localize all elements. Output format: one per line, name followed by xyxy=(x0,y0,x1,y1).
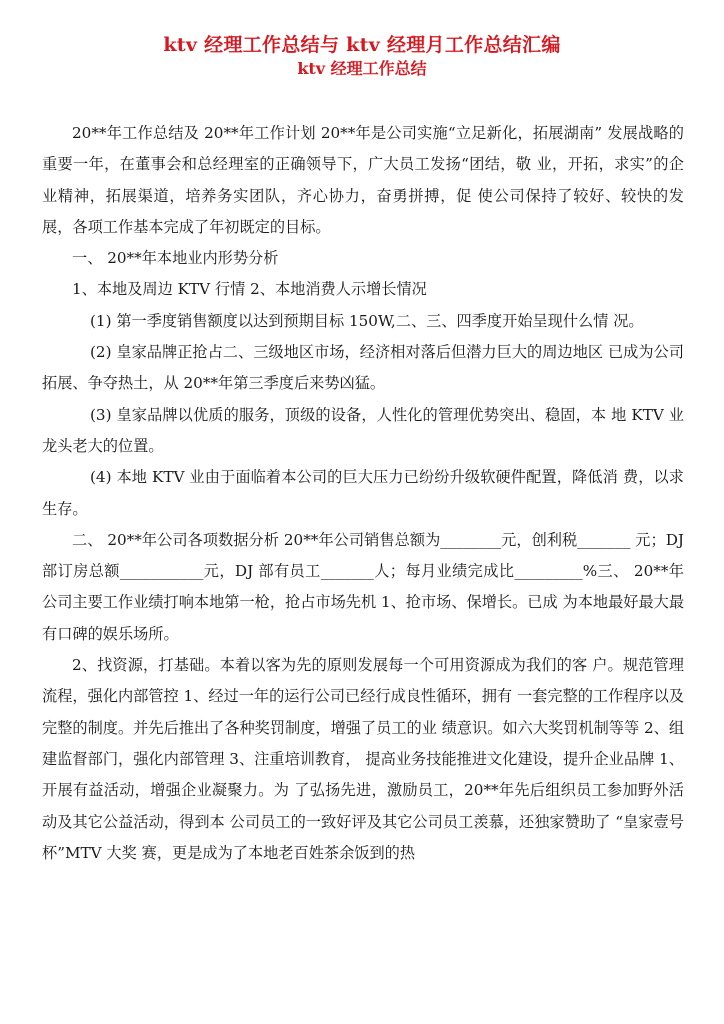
paragraph-resources: 2、找资源，打基础。本着以客为先的原则发展每一个可用资源成为我们的客 户。规范管理流程，强化内部管控 1、经过一年的运行公司已经行成良性循环，拥有 一套完整的工作程序以及完整的制度。并先后推出了各种奖罚制度，增强了员工的业 绩意识。如六大奖罚机制等等 2、组建监督部门，强化内部管理 3、注重培训教育， 提高业务技能推进文化建设，提升企业品牌 1、开展有益活动，增强企业凝聚力。为 了弘扬先进，激励员工，20**年先后组织员工参加野外活动及其它公益活动，得到本 公司员工的一致好评及其它公司员工羡慕，还独家赞助了 “皇家壹号杯”MTV 大奖 赛，更是成为了本地老百姓茶余饭到的热 xyxy=(42,656,685,862)
paragraph-intro: 20**年工作总结及 20**年工作计划 20**年是公司实施“立足新化，拓展湖南” 发展战略的重要一年，在董事会和总经理室的正确领导下，广大员工发扬“团结，敬 业，开拓，求实”的企业精神，拓展渠道，培养务实团队，齐心协力，奋勇拼搏，促 使公司保持了较好、较快的发展，各项工作基本完成了年初既定的目标。 xyxy=(42,124,684,236)
document-title: ktv 经理工作总结与 ktv 经理月工作总结汇编 xyxy=(163,34,561,56)
document-body xyxy=(42,118,684,869)
list-item-3: (3) 皇家品牌以优质的服务，顶级的设备，人性化的管理优势突出、稳固，本 地 KTV 业龙头老大的位置。 xyxy=(42,405,684,455)
section-heading-2: 二、 20**年公司各项数据分析 20**年公司销售总额为________元，创利税_______ 元；DJ 部订房总额___________元，DJ 部有员工_______人；每月业绩完成比_________%三、 20**年公司主要工作业绩打响本地第一枪，抢占市场先机 1、抢市场、保增长。已成 为本地最好最大最有口碑的娱乐场所。 xyxy=(42,530,685,643)
list-item-2: (2) 皇家品牌正抢占二、三级地区市场，经济相对落后但潜力巨大的周边地区 已成为公司拓展、争夺热土，从 20**年第三季度后来势凶猛。 xyxy=(42,343,684,393)
section-heading-1: 一、 20**年本地业内形势分析 xyxy=(72,249,279,268)
document-subtitle: ktv 经理工作总结 xyxy=(297,59,427,78)
list-item-4: (4) 本地 KTV 业由于面临着本公司的巨大压力已纷纷升级软硬件配置，降低消 费，以求生存。 xyxy=(42,468,684,518)
list-item-1: (1) 第一季度销售额度以达到预期目标 150W,二、三、四季度开始呈现什么情 况。 xyxy=(90,311,644,330)
paragraph-ktv-market: 1、本地及周边 KTV 行情 2、本地消费人示增长情况 xyxy=(72,280,427,299)
